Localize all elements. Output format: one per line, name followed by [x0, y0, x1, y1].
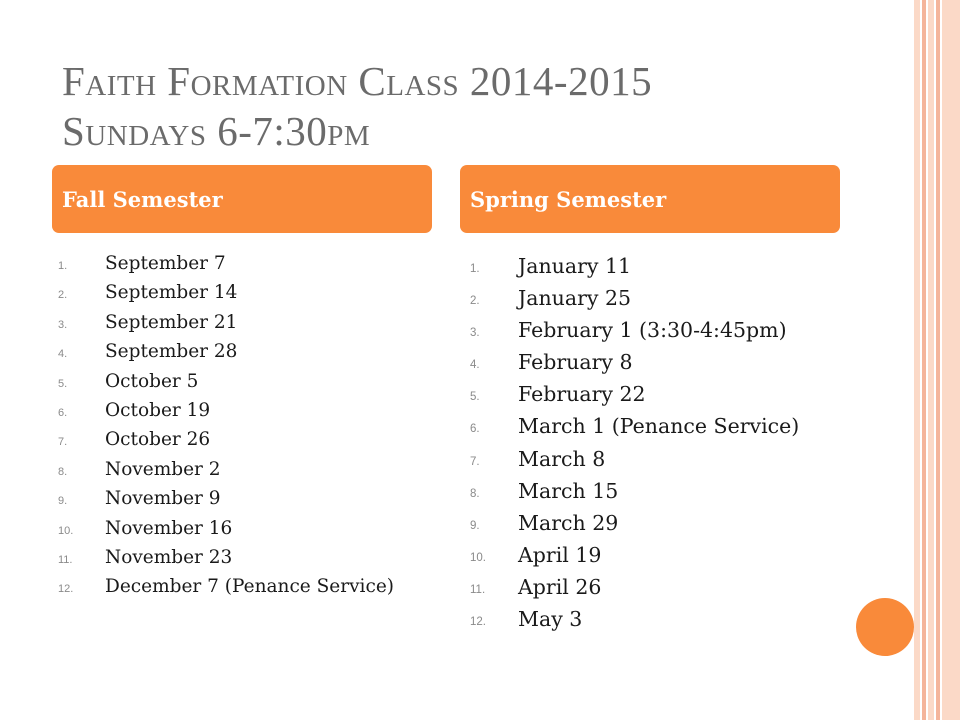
item-number: 1.: [470, 263, 480, 275]
item-number: 11.: [470, 583, 486, 596]
item-number: 2.: [470, 295, 480, 308]
spring-semester-header: [460, 165, 840, 233]
list-item: [468, 348, 799, 380]
fall-semester-label: Fall Semester: [62, 186, 223, 212]
list-item: [56, 369, 394, 398]
list-item: [468, 509, 799, 541]
item-number: 6.: [470, 423, 480, 436]
stripe: [922, 0, 926, 720]
list-item: [56, 398, 394, 427]
list-item: [468, 605, 799, 637]
list-item: [56, 251, 394, 280]
list-item: [468, 445, 799, 477]
item-date: April 26: [518, 574, 602, 599]
item-number: 8.: [58, 465, 68, 478]
stripe: [942, 0, 960, 720]
item-date: January 25: [518, 286, 632, 311]
item-date: October 26: [105, 429, 211, 451]
item-number: 3.: [470, 327, 480, 340]
item-date: May 3: [518, 607, 583, 632]
list-item: [56, 310, 394, 339]
item-date: September 14: [105, 282, 238, 304]
list-item: [468, 477, 799, 509]
item-date: March 1 (Penance Service): [518, 414, 800, 439]
stripe: [936, 0, 940, 720]
item-number: 5.: [470, 391, 480, 404]
fall-semester-header: [52, 165, 432, 233]
list-item: [468, 316, 799, 348]
stripe: [914, 0, 920, 720]
spring-dates-list: [468, 252, 799, 637]
item-number: 6.: [58, 406, 68, 419]
item-date: October 19: [105, 399, 211, 421]
decorative-stripes: [914, 0, 960, 720]
item-date: November 2: [105, 458, 221, 480]
item-number: 2.: [58, 289, 68, 302]
item-date: November 23: [105, 546, 233, 568]
spring-semester-label: Spring Semester: [470, 186, 667, 212]
item-number: 9.: [470, 519, 480, 532]
list-item: [468, 252, 799, 284]
item-number: 5.: [58, 377, 68, 390]
item-date: November 16: [105, 517, 233, 539]
item-date: December 7 (Penance Service): [105, 576, 394, 598]
item-number: 10.: [470, 551, 486, 564]
item-number: 12.: [470, 616, 486, 629]
title-line-1: Faith Formation Class 2014-2015: [62, 58, 653, 104]
item-date: January 11: [518, 254, 632, 278]
item-number: 7.: [470, 455, 480, 468]
list-item: [468, 573, 799, 605]
item-number: 3.: [58, 318, 68, 331]
stripe: [928, 0, 934, 720]
item-date: March 15: [518, 478, 619, 503]
item-date: September 21: [105, 311, 238, 333]
list-item: [468, 380, 799, 412]
decorative-circle: [856, 598, 914, 656]
item-number: 4.: [470, 359, 480, 372]
item-date: November 9: [105, 488, 221, 510]
list-item: [468, 541, 799, 573]
slide-title: [62, 56, 882, 156]
item-date: March 8: [518, 446, 606, 471]
list-item: [56, 516, 394, 545]
title-line-2: Sundays 6-7:30pm: [62, 108, 371, 154]
list-item: [56, 339, 394, 368]
list-item: [56, 280, 394, 309]
item-date: October 5: [105, 370, 199, 392]
list-item: [56, 486, 394, 515]
item-number: 1.: [58, 260, 68, 272]
item-number: 10.: [58, 524, 74, 537]
item-number: 9.: [58, 495, 68, 508]
item-date: April 19: [518, 542, 602, 567]
item-number: 12.: [58, 583, 74, 596]
item-number: 7.: [58, 436, 68, 449]
list-item: [56, 574, 394, 603]
item-number: 11.: [58, 553, 73, 566]
list-item: [56, 457, 394, 486]
item-date: February 1 (3:30-4:45pm): [518, 318, 787, 343]
item-date: February 22: [518, 382, 646, 407]
item-date: March 29: [518, 510, 619, 535]
fall-dates-list: [56, 251, 394, 604]
item-number: 8.: [470, 487, 480, 500]
item-date: September 7: [105, 253, 226, 274]
list-item: [468, 284, 799, 316]
list-item: [468, 412, 799, 444]
item-date: February 8: [518, 350, 633, 375]
list-item: [56, 545, 394, 574]
item-date: September 28: [105, 341, 238, 363]
list-item: [56, 427, 394, 456]
item-number: 4.: [58, 348, 68, 361]
